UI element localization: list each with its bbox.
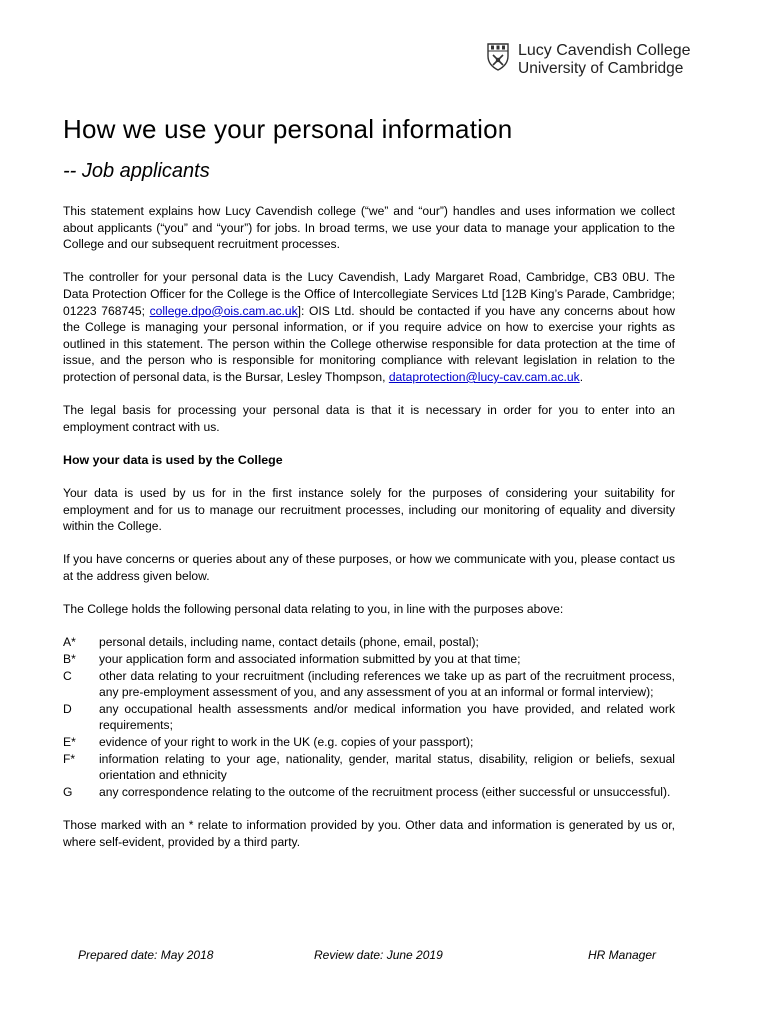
controller-text-1: The controller for your personal data is the Lucy Cavendish, Lady Margaret Road, Cambridge, CB3 0BU. The Data Protection Officer for the College is the Office of Intercollegiate Services Ltd [12B King’s Parade, Cambridge; 01223 768745;	[63, 270, 675, 318]
list-item	[63, 651, 675, 668]
list-item-text: any correspondence relating to the outcome of the recruitment process (either successful or unsuccessful).	[99, 784, 671, 799]
controller-text-3: .	[579, 369, 584, 384]
list-item	[63, 634, 675, 651]
page-title: How we use your personal information	[63, 114, 513, 144]
college-email-link[interactable]: dataprotection@lucy-cav.cam.ac.uk	[388, 369, 580, 384]
document-owner: HR Manager	[588, 948, 657, 962]
list-item-text: any occupational health assessments and/or medical information you have provided, and related work requirements;	[99, 701, 675, 733]
logo-university-name: University of Cambridge	[518, 60, 684, 77]
intro-paragraph: This statement explains how Lucy Cavendish college (“we” and “our”) handles and uses information we collect about applicants (“you” and “your”) for jobs. In broad terms, we use your data to manage your application to the College and our subsequent recruitment processes.	[63, 204, 675, 252]
list-item-code: G	[63, 784, 73, 799]
list-item-code: D	[63, 701, 72, 716]
list-item-code: C	[63, 668, 72, 683]
controller-text-2: ]: OIS Ltd. should be contacted if you have any concerns about how the College is managing your personal information, or if you require advice on how to exercise your rights as outlined in this statement. The person within the College otherwise responsible for data protection at the time of issue, and the person who is responsible for monitoring compliance with relevant legislation in relation to the protection of personal data, is the Bursar, Lesley Thompson,	[63, 303, 675, 384]
page-subtitle: -- Job applicants	[63, 160, 210, 182]
list-item-text: evidence of your right to work in the UK (e.g. copies of your passport);	[99, 735, 474, 749]
page-footer	[78, 948, 662, 962]
holds-intro-paragraph: The College holds the following personal data relating to you, in line with the purposes above:	[63, 602, 564, 617]
list-item-code: A*	[63, 635, 76, 650]
list-item-code: F*	[63, 751, 76, 766]
legal-basis-paragraph: The legal basis for processing your personal data is that it is necessary in order for you to enter into an employment contract with us.	[63, 403, 675, 434]
personal-data-list	[63, 634, 675, 800]
dpo-email-link[interactable]: college.dpo@ois.cam.ac.uk	[149, 303, 298, 318]
list-item	[63, 701, 675, 734]
list-item	[63, 668, 675, 701]
usage-paragraph: Your data is used by us for in the first instance solely for the purposes of considering your suitability for employment and for us to manage our recruitment processes, including our monitoring of equality and diversity within the College.	[63, 486, 675, 534]
list-item-code: B*	[63, 652, 76, 667]
list-item-text: other data relating to your recruitment (including references we take up as part of the recruitment process, any pre-employment assessment of you, and any assessment of you at an informal or formal interview);	[99, 668, 675, 700]
concerns-paragraph: If you have concerns or queries about any of these purposes, or how we communicate with you, please contact us at the address given below.	[63, 552, 675, 584]
prepared-date: Prepared date: May 2018	[78, 948, 214, 962]
college-crest-icon	[486, 42, 510, 72]
list-item-text: information relating to your age, nationality, gender, marital status, disability, religion or beliefs, sexual orientation and ethnicity	[99, 751, 675, 783]
marked-note-paragraph: Those marked with an * relate to information provided by you. Other data and information is generated by us or, where self-evident, provided by a third party.	[63, 817, 675, 849]
list-item-text: your application form and associated information submitted by you at that time;	[99, 652, 521, 667]
section-heading: How your data is used by the College	[63, 452, 283, 467]
list-item-text: personal details, including name, contact details (phone, email, postal);	[99, 635, 479, 650]
list-item	[63, 784, 675, 801]
list-item-code: E*	[63, 735, 76, 749]
list-item	[63, 734, 675, 751]
college-logo	[486, 42, 691, 78]
logo-college-name: Lucy Cavendish College	[518, 42, 691, 59]
document-body	[63, 203, 675, 867]
list-item	[63, 751, 675, 784]
review-date: Review date: June 2019	[314, 948, 443, 962]
controller-paragraph	[63, 269, 675, 385]
